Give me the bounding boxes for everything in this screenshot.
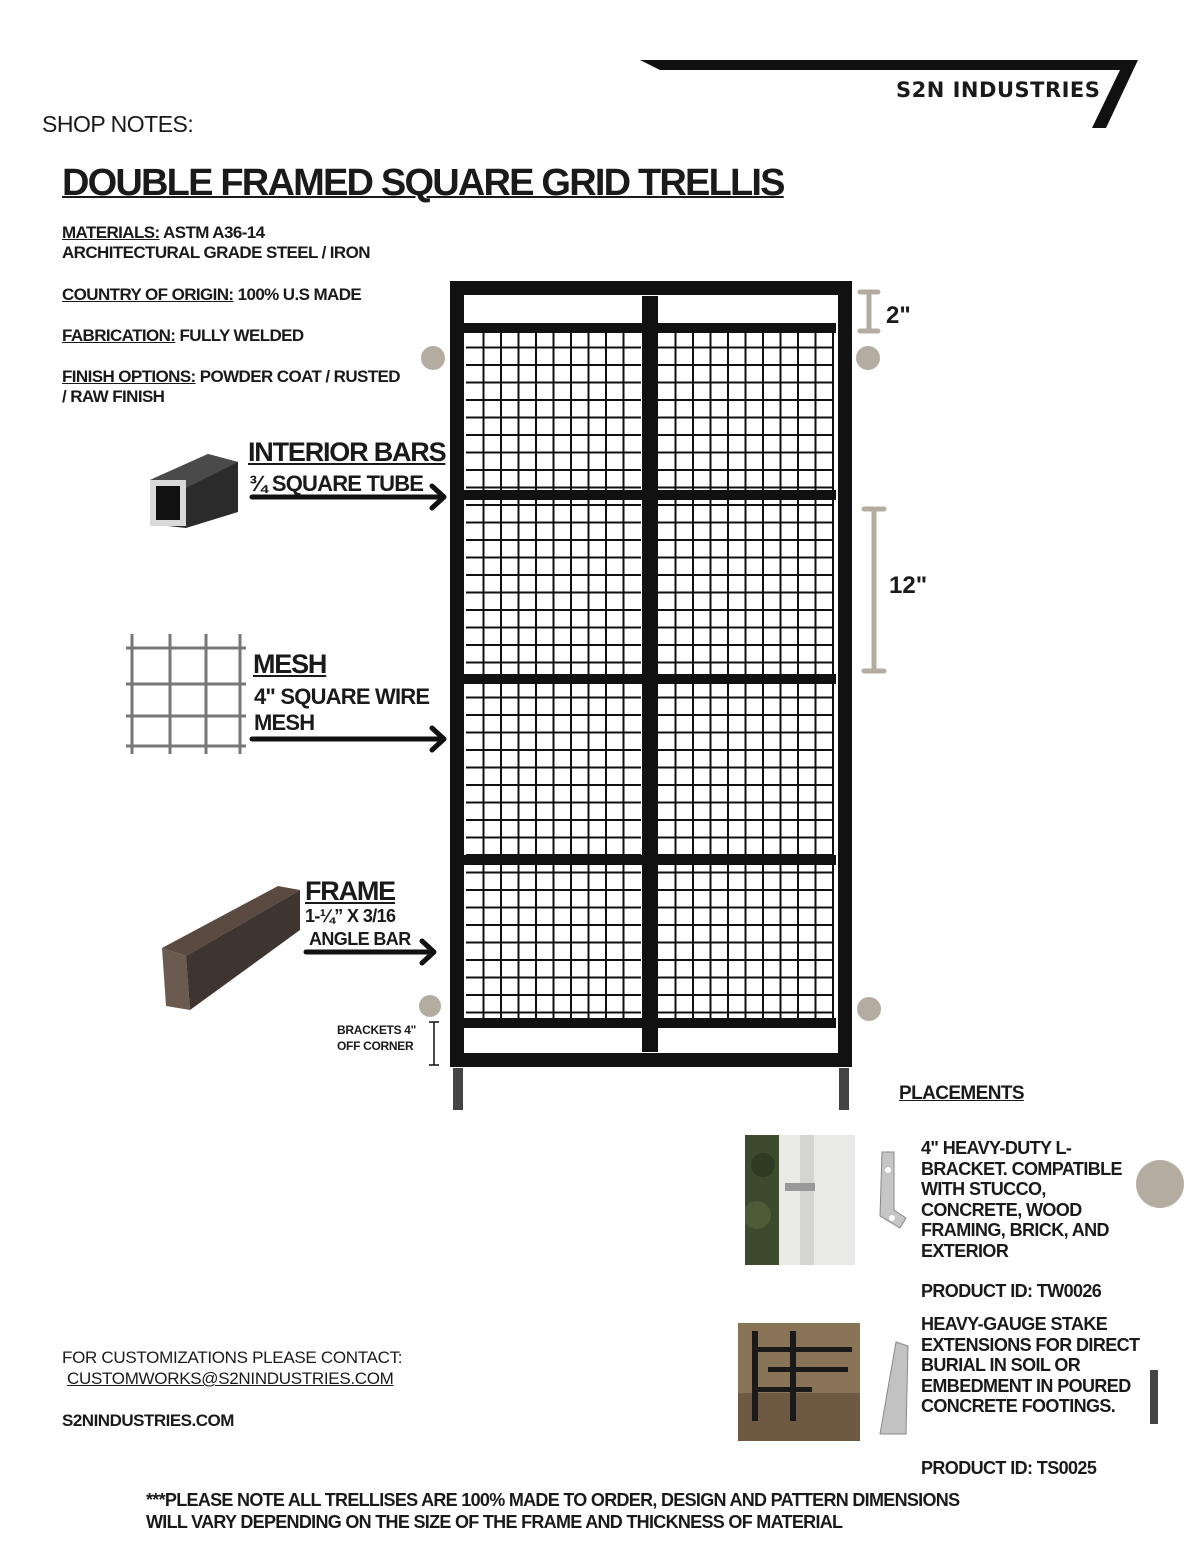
footer-line1: ***PLEASE NOTE ALL TRELLISES ARE 100% MADE TO ORDER, DESIGN AND PATTERN DIMENSIONS [146, 1490, 960, 1510]
contact-block [62, 1347, 402, 1389]
website-link[interactable]: S2NINDUSTRIES.COM [62, 1411, 234, 1430]
bracket-dot-top-right [856, 346, 880, 370]
origin-value: 100% U.S MADE [233, 285, 362, 304]
frame-title: FRAME [305, 876, 395, 906]
mesh-subtitle-2: MESH [254, 710, 315, 735]
brackets-note-line1: BRACKETS 4" [337, 1023, 417, 1037]
shop-notes-label: SHOP NOTES: [42, 111, 194, 137]
brand-name: S2N INDUSTRIES [896, 78, 1101, 102]
brackets-note [337, 1022, 427, 1054]
wire-mesh-image [126, 634, 246, 754]
dimension-label-12in: 12" [889, 572, 928, 599]
contact-email-link[interactable]: CUSTOMWORKS@S2NINDUSTRIES.COM [67, 1369, 394, 1388]
right-post [839, 1068, 849, 1110]
footer-line2: WILL VARY DEPENDING ON THE SIZE OF THE FRAME AND THICKNESS OF MATERIAL [146, 1511, 843, 1532]
materials-value: ASTM A36-14 [159, 223, 265, 242]
finish-value: POWDER COAT / RUSTED [195, 367, 400, 386]
brackets-note-line2: OFF CORNER [337, 1039, 414, 1053]
footer-note [146, 1490, 959, 1533]
origin-label: COUNTRY OF ORIGIN: [62, 285, 234, 304]
stake-photo [738, 1323, 860, 1441]
horizontal-bar [464, 1018, 836, 1028]
mesh-subtitle-1: 4" SQUARE WIRE [254, 684, 430, 709]
frame-subtitle-2: ANGLE BAR [309, 929, 411, 949]
horizontal-bar [464, 674, 836, 684]
horizontal-bar [464, 323, 836, 333]
bracket-dot-bottom-left [419, 995, 441, 1017]
interior-bars-title: INTERIOR BARS [248, 437, 446, 467]
contact-line: FOR CUSTOMIZATIONS PLEASE CONTACT: [62, 1348, 403, 1367]
dimension-12in-bracket [864, 509, 884, 671]
l-bracket-photo [745, 1135, 855, 1265]
l-bracket-icon [864, 1150, 908, 1230]
dimension-2in-bracket [860, 292, 878, 331]
horizontal-bar [464, 855, 836, 865]
materials-line2: ARCHITECTURAL GRADE STEEL / IRON [62, 243, 370, 262]
dimension-label-2in: 2" [886, 302, 911, 329]
finish-line2: / RAW FINISH [62, 387, 165, 406]
placement-1-description: 4" HEAVY-DUTY L-BRACKET. COMPATIBLE WITH STUCCO, CONCRETE, WOOD FRAMING, BRICK, AND EXTERIOR [921, 1138, 1122, 1261]
placement-2-description: HEAVY-GAUGE STAKE EXTENSIONS FOR DIRECT BURIAL IN SOIL OR EMBEDMENT IN POURED CONCRETE FOOTINGS. [921, 1314, 1140, 1416]
edge-accent-line [1150, 1370, 1158, 1424]
materials-label: MATERIALS: [62, 223, 160, 242]
bracket-dot-bottom-right [857, 997, 881, 1021]
mesh-title: MESH [253, 649, 327, 679]
page-title: DOUBLE FRAMED SQUARE GRID TRELLIS [62, 162, 784, 204]
interior-bars-subtitle: ¾ SQUARE TUBE [249, 471, 424, 496]
angle-bar-image [160, 884, 302, 1014]
placements-heading: PLACEMENTS [899, 1083, 1024, 1104]
left-post [453, 1068, 463, 1110]
finish-label: FINISH OPTIONS: [62, 367, 196, 386]
horizontal-bar [464, 490, 836, 500]
placement-2-product-id: PRODUCT ID: TS0025 [921, 1458, 1097, 1478]
bracket-dot-top-left [421, 346, 445, 370]
fabrication-label: FABRICATION: [62, 326, 176, 345]
fabrication-value: FULLY WELDED [175, 326, 304, 345]
frame-subtitle-1: 1-¼” X 3/16 [305, 906, 396, 926]
square-tube-image [146, 440, 242, 536]
bracket-offset-marker [429, 1022, 439, 1065]
placement-1-product-id: PRODUCT ID: TW0026 [921, 1281, 1102, 1301]
stake-icon [876, 1340, 912, 1438]
